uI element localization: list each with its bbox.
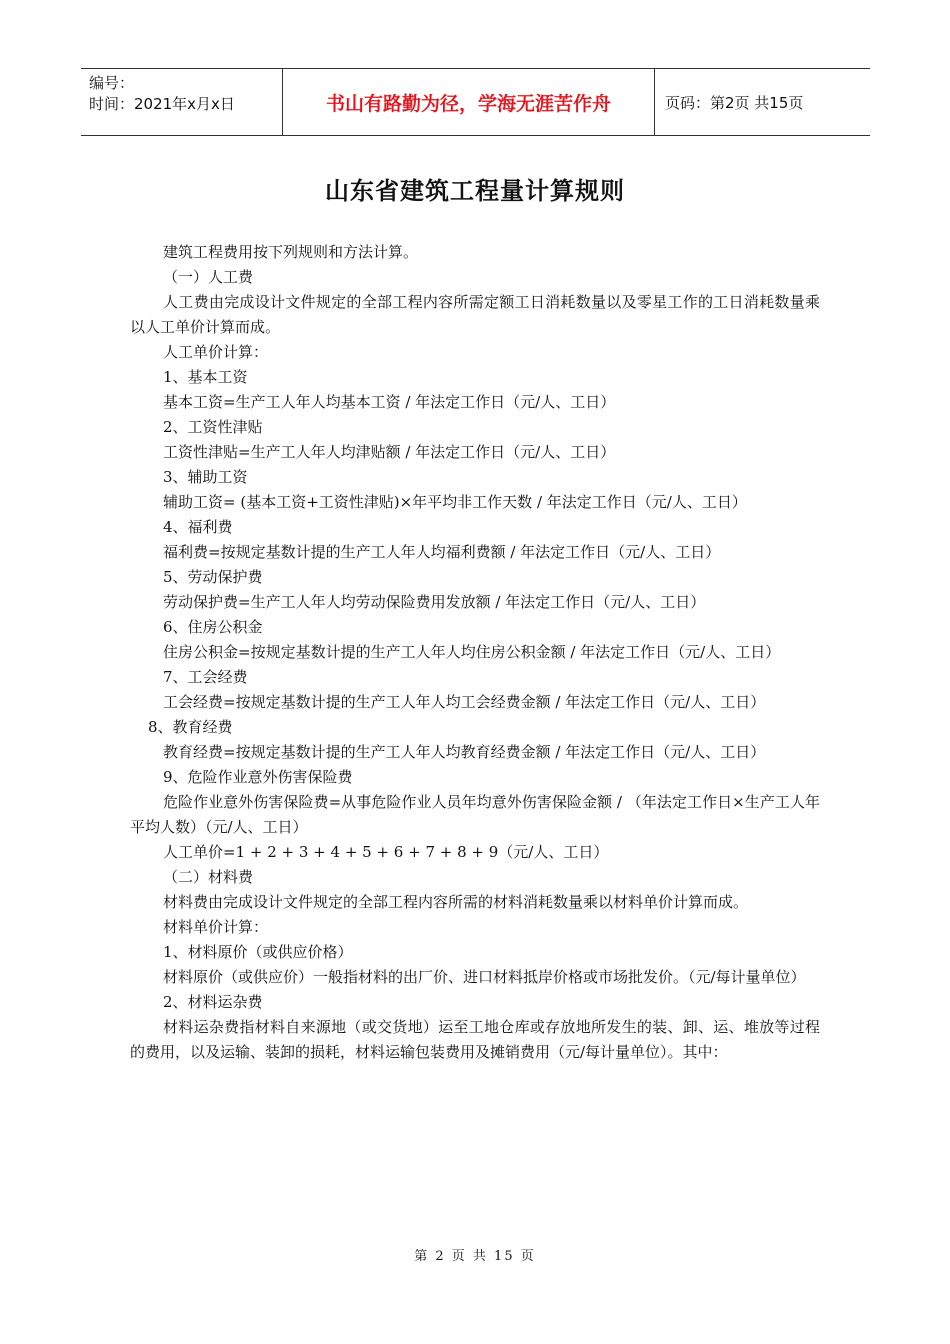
- list-heading: 1、材料原价（或供应价格）: [163, 943, 353, 961]
- paragraph: 材料运杂费指材料自来源地（或交货地）运至工地仓库或存放地所发生的装、卸、运、堆放等过程的费用，以及运输、装卸的损耗，材料运输包装费用及摊销费用（元/每计量单位）。其中：: [130, 1018, 820, 1061]
- paragraph: 人工费由完成设计文件规定的全部工程内容所需定额工日消耗数量以及零星工作的工日消耗数量乘以人工单价计算而成。: [130, 293, 820, 336]
- formula: 人工单价=1 + 2 + 3 + 4 + 5 + 6 + 7 + 8 + 9（元/人、工日）: [163, 843, 609, 861]
- list-heading: 3、辅助工资: [163, 468, 248, 486]
- formula: 劳动保护费=生产工人年人均劳动保险费用发放额 / 年法定工作日（元/人、工日）: [163, 593, 706, 611]
- formula: 工资性津贴=生产工人年人均津贴额 / 年法定工作日（元/人、工日）: [163, 443, 616, 461]
- paragraph: 材料费由完成设计文件规定的全部工程内容所需的材料消耗数量乘以材料单价计算而成。: [163, 893, 749, 911]
- paragraph: 材料原价（或供应价）一般指材料的出厂价、进口材料抵岸价格或市场批发价。（元/每计量单位）: [163, 968, 806, 986]
- paragraph: 材料单价计算：: [163, 918, 269, 936]
- page-footer: 第 2 页 共 15 页: [414, 1249, 536, 1264]
- document-title: 山东省建筑工程量计算规则: [325, 177, 625, 205]
- list-heading: 9、危险作业意外伤害保险费: [163, 768, 353, 786]
- formula: 辅助工资= (基本工资+工资性津贴)×年平均非工作天数 / 年法定工作日（元/人、工日）: [163, 493, 747, 511]
- header-page-info: 页码：第2页 共15页: [665, 93, 804, 112]
- formula: 基本工资=生产工人年人均基本工资 / 年法定工作日（元/人、工日）: [163, 393, 616, 411]
- list-heading: 7、工会经费: [163, 668, 248, 686]
- document-body: [130, 240, 820, 1065]
- paragraph: 建筑工程费用按下列规则和方法计算。: [163, 243, 419, 261]
- page-header: [81, 68, 870, 136]
- formula: 危险作业意外伤害保险费=从事危险作业人员年均意外伤害保险金额 / （年法定工作日×生产工人年平均人数）（元/人、工日）: [130, 793, 820, 836]
- formula: 教育经费=按规定基数计提的生产工人年人均教育经费金额 / 年法定工作日（元/人、工日）: [163, 743, 766, 761]
- section-heading: （一）人工费: [163, 268, 254, 286]
- section-heading: （二）材料费: [163, 868, 254, 886]
- formula: 住房公积金=按规定基数计提的生产工人年人均住房公积金额 / 年法定工作日（元/人、工日）: [163, 643, 781, 661]
- list-heading: 2、工资性津贴: [163, 418, 263, 436]
- header-meta: [81, 69, 282, 135]
- list-heading: 2、材料运杂费: [163, 993, 263, 1011]
- header-motto: 书山有路勤为径，学海无涯苦作舟: [282, 69, 655, 135]
- paragraph: 人工单价计算：: [163, 343, 269, 361]
- formula: 工会经费=按规定基数计提的生产工人年人均工会经费金额 / 年法定工作日（元/人、工日）: [163, 693, 766, 711]
- formula: 福利费=按规定基数计提的生产工人年人均福利费额 / 年法定工作日（元/人、工日）: [163, 543, 721, 561]
- document-number: 编号：: [89, 74, 135, 92]
- list-heading: 6、住房公积金: [163, 618, 263, 636]
- list-heading: 5、劳动保护费: [163, 568, 263, 586]
- document-date: 时间：2021年x月x日: [89, 95, 235, 113]
- list-heading: 8、教育经费: [148, 718, 233, 736]
- list-heading: 4、福利费: [163, 518, 233, 536]
- list-heading: 1、基本工资: [163, 368, 248, 386]
